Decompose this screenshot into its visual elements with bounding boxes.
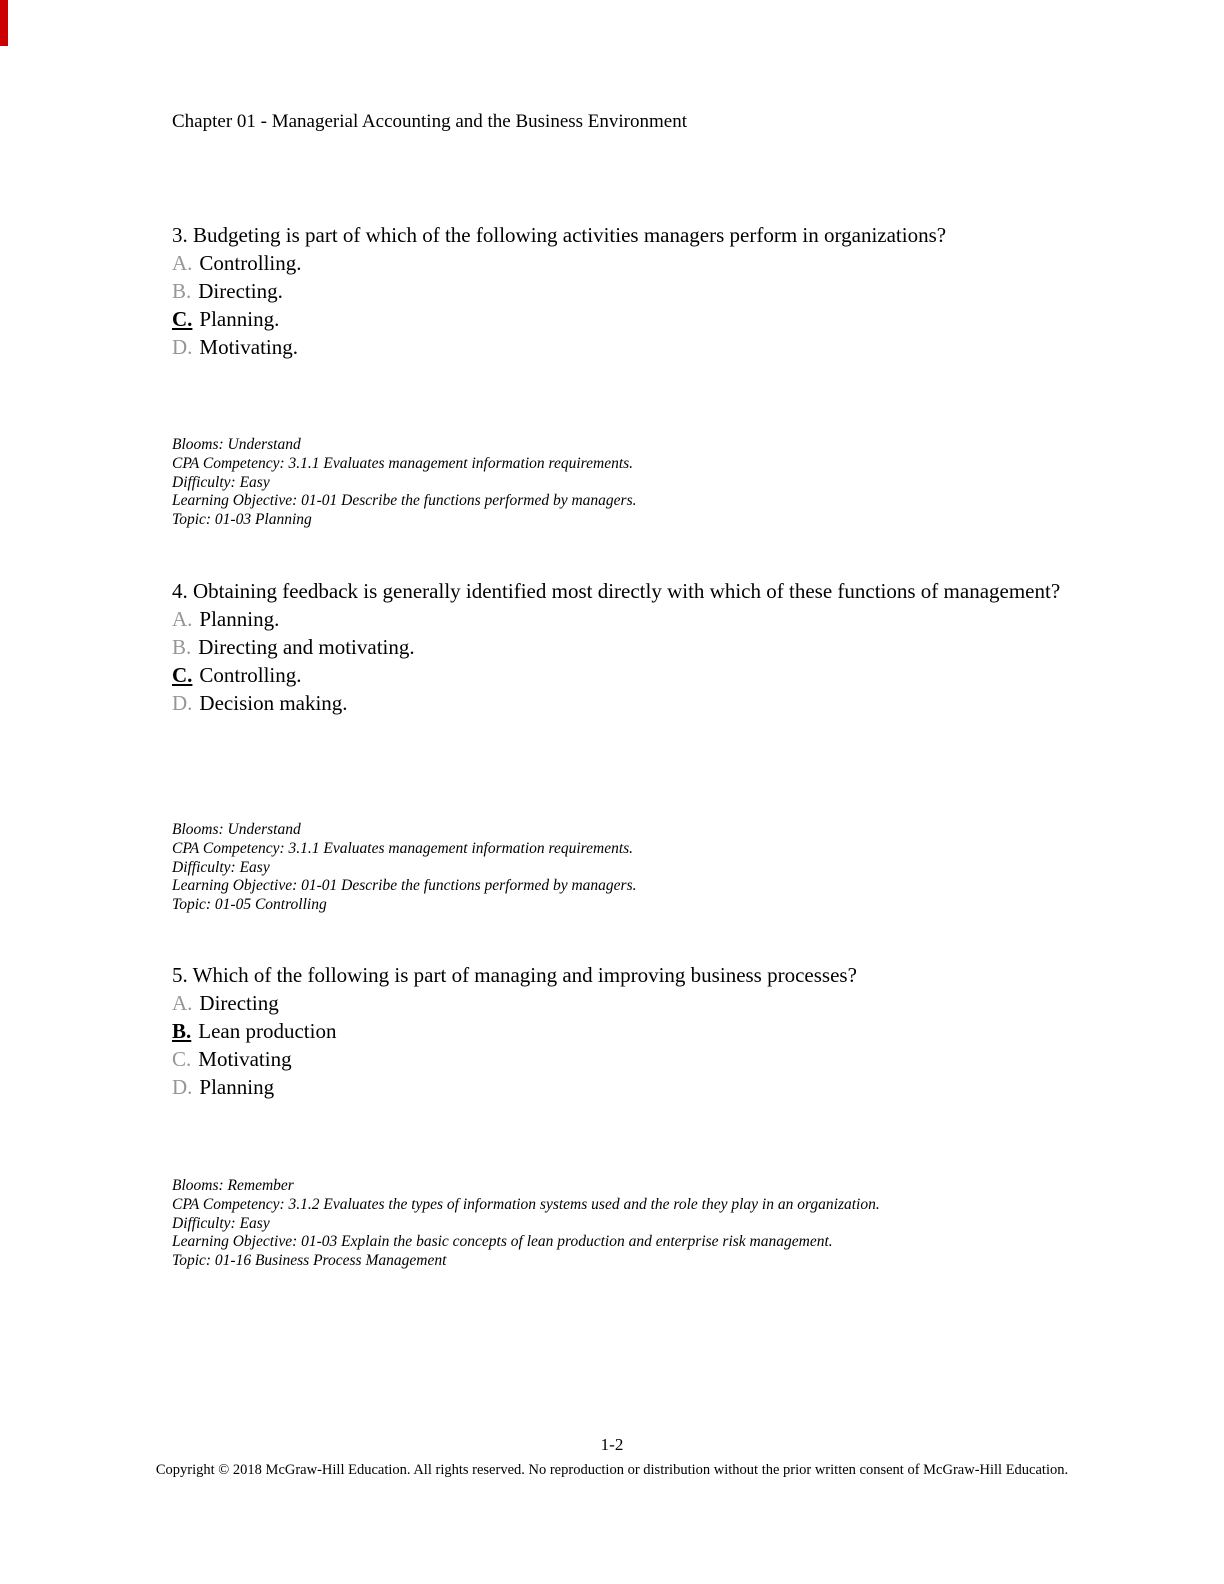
option-letter: D. [172,1075,193,1099]
option-letter: A. [172,991,193,1015]
meta-difficulty: Difficulty: Easy [172,858,270,876]
option-row [172,989,1077,1017]
option-text: Controlling. [199,251,302,275]
option-row [172,249,1077,277]
option-letter: C. [172,307,193,331]
option-row [172,661,1077,689]
option-text: Motivating. [199,335,299,359]
option-text: Directing. [198,279,283,303]
page-number: 1-2 [600,1435,624,1454]
meta-topic: Topic: 01-05 Controlling [172,896,327,914]
option-row [172,1017,1077,1045]
meta-cpa-competency: CPA Competency: 3.1.2 Evaluates the types of information systems used and the role they play in an organization. [172,1195,880,1213]
question-metadata [172,821,1222,915]
copyright-text: Copyright © 2018 McGraw-Hill Education. All rights reserved. No reproduction or distribution without the prior written consent of McGraw-Hill Education. [155,1462,1069,1478]
question-block-5 [172,961,1077,1101]
option-row [172,633,1077,661]
page-edge-marker [0,0,8,46]
option-text: Decision making. [199,691,348,715]
option-letter: D. [172,335,193,359]
option-text: Planning. [199,307,280,331]
option-text: Planning. [199,607,280,631]
option-text: Directing and motivating. [198,635,415,659]
option-row [172,605,1077,633]
meta-difficulty: Difficulty: Easy [172,1214,270,1232]
option-row [172,305,1077,333]
meta-cpa-competency: CPA Competency: 3.1.1 Evaluates management information requirements. [172,454,634,472]
option-row [172,1045,1077,1073]
meta-difficulty: Difficulty: Easy [172,473,270,491]
option-letter: B. [172,635,192,659]
option-letter: B. [172,1019,192,1043]
option-row [172,277,1077,305]
page-header: Chapter 01 - Managerial Accounting and the Business Environment [172,111,687,132]
option-row [172,333,1077,361]
meta-blooms: Blooms: Understand [172,821,301,838]
meta-cpa-competency: CPA Competency: 3.1.1 Evaluates management information requirements. [172,839,634,857]
question-metadata [172,1177,1222,1271]
option-letter: A. [172,251,193,275]
meta-blooms: Blooms: Remember [172,1177,294,1194]
question-block-3 [172,221,1077,361]
option-text: Motivating [198,1047,292,1071]
option-text: Planning [199,1075,275,1099]
meta-topic: Topic: 01-16 Business Process Management [172,1252,447,1270]
question-block-4 [172,577,1077,717]
option-letter: C. [172,1047,192,1071]
option-letter: D. [172,691,193,715]
meta-blooms: Blooms: Understand [172,436,301,453]
meta-learning-objective: Learning Objective: 01-03 Explain the basic concepts of lean production and enterprise risk management. [172,1233,833,1251]
option-row [172,1073,1077,1101]
question-text: 5. Which of the following is part of managing and improving business processes? [172,963,857,987]
question-text: 3. Budgeting is part of which of the following activities managers perform in organizations? [172,223,947,247]
meta-learning-objective: Learning Objective: 01-01 Describe the functions performed by managers. [172,492,637,510]
option-letter: A. [172,607,193,631]
meta-topic: Topic: 01-03 Planning [172,511,312,529]
meta-learning-objective: Learning Objective: 01-01 Describe the functions performed by managers. [172,877,637,895]
question-text: 4. Obtaining feedback is generally identified most directly with which of these functions of management? [172,579,1061,603]
option-row [172,689,1077,717]
option-text: Directing [199,991,279,1015]
option-letter: C. [172,663,193,687]
option-text: Lean production [198,1019,337,1043]
question-metadata [172,436,1222,530]
option-text: Controlling. [199,663,302,687]
option-letter: B. [172,279,192,303]
